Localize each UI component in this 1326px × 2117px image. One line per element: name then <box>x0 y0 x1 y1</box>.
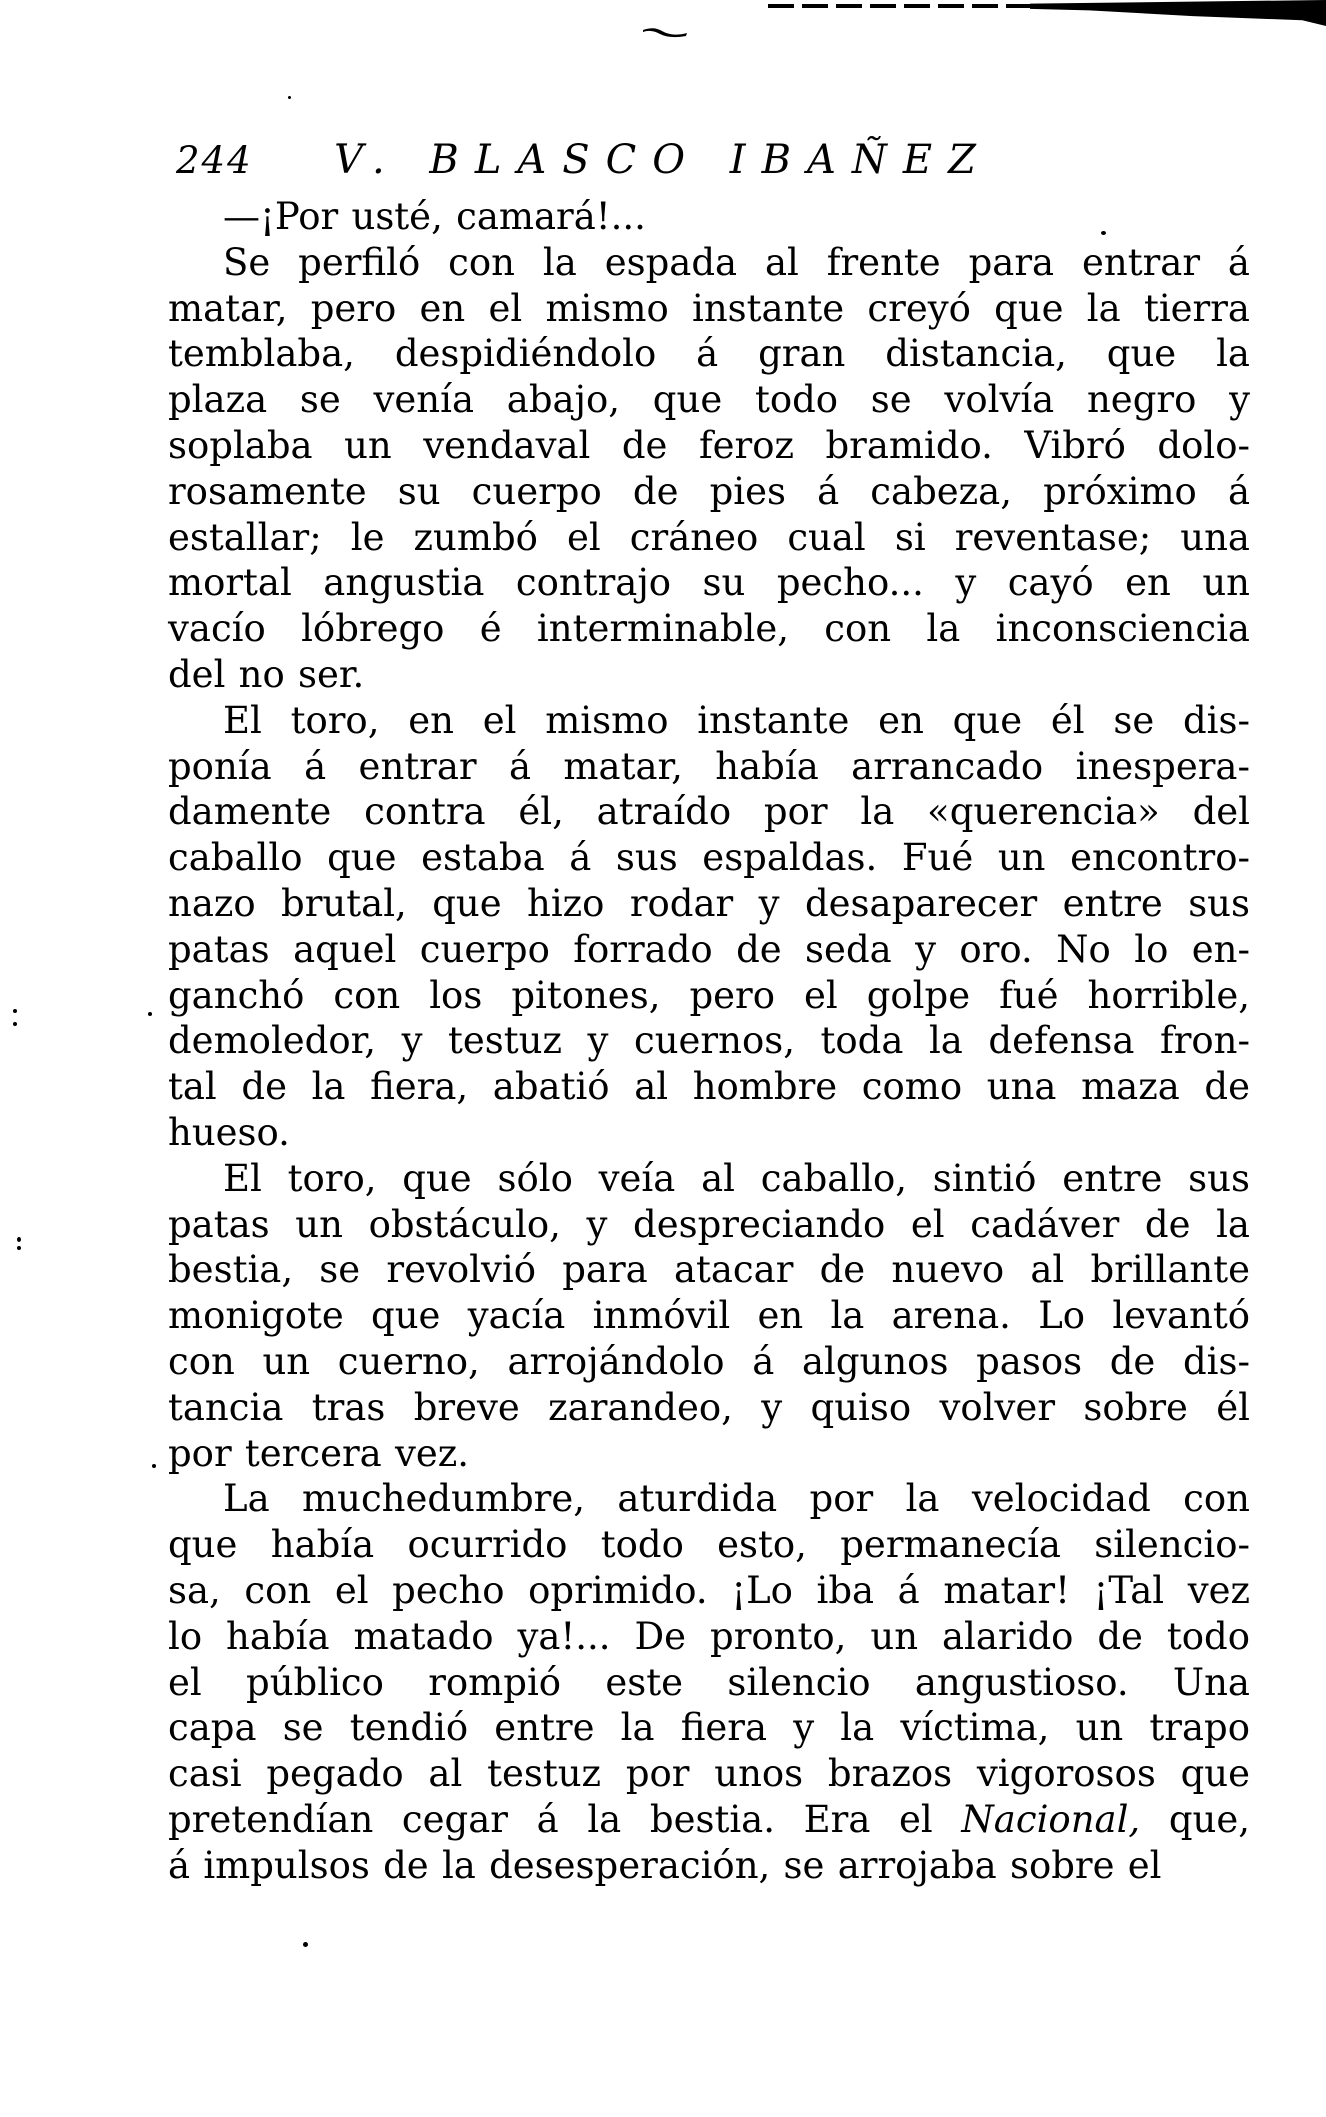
text-line: el público rompió este silencio angustioso. Una <box>168 1660 1250 1704</box>
text-line: del no ser. <box>168 652 365 696</box>
text-line: lo había matado ya!... De pronto, un alarido de todo <box>168 1614 1250 1658</box>
scan-pen-mark <box>642 24 688 38</box>
text-line: bestia, se revolvió para atacar de nuevo al brillante <box>168 1248 1250 1292</box>
text-line: monigote que yacía inmóvil en la arena. Lo levantó <box>168 1294 1250 1338</box>
scan-speck <box>17 1237 21 1242</box>
text-line: hueso. <box>168 1110 290 1154</box>
scan-streak <box>768 4 1058 8</box>
text-line: demoledor, y testuz y cuernos, toda la defensa fron- <box>168 1019 1250 1063</box>
text-line: ponía á entrar á matar, había arrancado inespera- <box>168 744 1250 788</box>
text-line: matar, pero en el mismo instante creyó que la tierra <box>168 286 1250 330</box>
text-line: —¡Por usté, camará!... <box>223 195 646 238</box>
scan-speck <box>152 1464 156 1468</box>
text-line: capa se tendió entre la fiera y la víctima, un trapo <box>168 1706 1250 1750</box>
text-line: por tercera vez. <box>168 1431 470 1475</box>
text-line: tal de la fiera, abatió al hombre como una maza de <box>168 1065 1250 1109</box>
scan-speck <box>288 96 291 99</box>
text-line: á impulsos de la desesperación, se arrojaba sobre el <box>168 1843 1162 1887</box>
text-line: damente contra él, atraído por la «querencia» del <box>168 790 1250 834</box>
text-line: con un cuerno, arrojándolo á algunos pasos de dis- <box>168 1339 1250 1383</box>
text-line: nazo brutal, que hizo rodar y desaparecer entre sus <box>168 881 1250 925</box>
running-header: V. BLASCO IBAÑEZ <box>334 137 992 183</box>
text-line: tancia tras breve zarandeo, y quiso volver sobre él <box>168 1385 1250 1429</box>
text-line: La muchedumbre, aturdida por la velocidad con <box>223 1477 1250 1521</box>
text-line: caballo que estaba á sus espaldas. Fué un encontro- <box>168 836 1250 880</box>
paragraph <box>168 194 1250 240</box>
text-line: El toro, que sólo veía al caballo, sintió entre sus <box>223 1156 1250 1200</box>
scan-speck <box>17 1246 21 1250</box>
text-line: mortal angustia contrajo su pecho... y cayó en un <box>168 561 1250 605</box>
paragraph <box>168 1156 1250 1477</box>
scan-speck <box>148 1012 152 1016</box>
text-segment: pretendían cegar á la bestia. Era el <box>168 1797 962 1841</box>
text-line: estallar; le zumbó el cráneo cual si reventase; una <box>168 515 1250 559</box>
text-line: rosamente su cuerpo de pies á cabeza, próximo á <box>168 469 1250 513</box>
text-line: plaza se venía abajo, que todo se volvía negro y <box>168 378 1250 422</box>
paragraph <box>168 1476 1250 1888</box>
scan-speck <box>13 1009 17 1013</box>
text-line: vacío lóbrego é interminable, con la inconsciencia <box>168 607 1250 651</box>
scan-speck <box>303 1942 308 1947</box>
text-line: que había ocurrido todo esto, permanecía silencio- <box>168 1523 1250 1567</box>
paragraph <box>168 698 1250 1156</box>
text-line: patas aquel cuerpo forrado de seda y oro. No lo en- <box>168 927 1250 971</box>
text-line: patas un obstáculo, y despreciando el cadáver de la <box>168 1202 1250 1246</box>
scan-edge-blotch <box>1030 0 1326 26</box>
paragraph <box>168 240 1250 698</box>
text-line: Se perfiló con la espada al frente para entrar á <box>223 240 1250 284</box>
text-segment: que, <box>1140 1797 1250 1841</box>
page-text <box>168 194 1250 1888</box>
text-line: El toro, en el mismo instante en que él se dis- <box>223 698 1250 742</box>
page-number: 244 <box>176 139 253 182</box>
text-line: sa, con el pecho oprimido. ¡Lo iba á matar! ¡Tal vez <box>168 1568 1250 1612</box>
italic-term: Nacional, <box>961 1797 1141 1841</box>
text-line <box>168 1797 1250 1843</box>
text-line: temblaba, despidiéndolo á gran distancia, que la <box>168 332 1250 376</box>
text-line: soplaba un vendaval de feroz bramido. Vibró dolo- <box>168 423 1250 467</box>
text-line: ganchó con los pitones, pero el golpe fué horrible, <box>168 973 1250 1017</box>
scan-speck <box>13 1022 17 1026</box>
text-line: casi pegado al testuz por unos brazos vigorosos que <box>168 1752 1250 1796</box>
